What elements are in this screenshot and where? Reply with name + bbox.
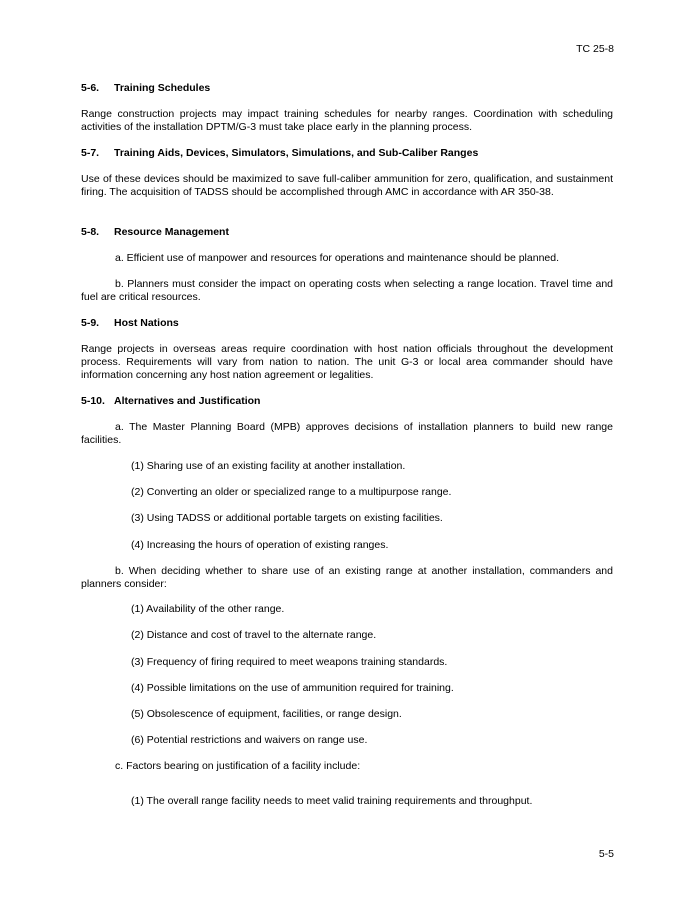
section-5-6-heading bbox=[81, 82, 613, 95]
section-number: 5-8. bbox=[81, 226, 100, 238]
page-number: 5-5 bbox=[598, 848, 614, 860]
list-item: (5) Obsolescence of equipment, facilities, or range design. bbox=[131, 708, 402, 720]
section-5-7-paragraph: Use of these devices should be maximized to save full-caliber ammunition for zero, qualification, and sustainment firing. The acquisition of TADSS should be accomplished through AMC in accordance with AR 350-38. bbox=[81, 173, 613, 198]
section-number: 5-7. bbox=[81, 147, 100, 159]
section-5-10-heading bbox=[81, 395, 613, 408]
section-5-8-para-b: b. Planners must consider the impact on operating costs when selecting a range location. Travel time and fuel are critical resources. bbox=[81, 278, 613, 303]
section-5-8-heading bbox=[81, 226, 613, 239]
section-number: 5-6. bbox=[81, 82, 100, 94]
section-title: Training Aids, Devices, Simulators, Simulations, and Sub-Caliber Ranges bbox=[114, 147, 479, 159]
section-number: 5-9. bbox=[81, 317, 100, 329]
list-item: (6) Potential restrictions and waivers on range use. bbox=[131, 734, 368, 746]
list-item: (3) Using TADSS or additional portable targets on existing facilities. bbox=[131, 512, 443, 524]
list-item: (1) Sharing use of an existing facility at another installation. bbox=[131, 460, 406, 472]
section-number: 5-10. bbox=[81, 395, 105, 407]
section-title: Alternatives and Justification bbox=[114, 395, 261, 407]
list-item: (2) Distance and cost of travel to the alternate range. bbox=[131, 629, 377, 641]
section-5-6-paragraph: Range construction projects may impact training schedules for nearby ranges. Coordination with scheduling activities of the installation DPTM/G-3 must take place early in the planning process. bbox=[81, 108, 613, 133]
section-5-10-para-b: b. When deciding whether to share use of an existing range at another installation, commanders and planners consider: bbox=[81, 565, 613, 590]
list-item: (2) Converting an older or specialized range to a multipurpose range. bbox=[131, 486, 452, 498]
list-item: (4) Possible limitations on the use of ammunition required for training. bbox=[131, 682, 454, 694]
section-title: Resource Management bbox=[114, 226, 229, 238]
section-title: Training Schedules bbox=[114, 82, 211, 94]
list-item: (1) The overall range facility needs to meet valid training requirements and throughput. bbox=[131, 795, 533, 807]
section-5-10-para-a: a. The Master Planning Board (MPB) approves decisions of installation planners to build new range facilities. bbox=[81, 421, 613, 446]
section-5-10-para-c: c. Factors bearing on justification of a facility include: bbox=[115, 760, 361, 772]
document-id: TC 25-8 bbox=[576, 43, 614, 55]
section-title: Host Nations bbox=[114, 317, 179, 329]
section-5-9-paragraph: Range projects in overseas areas require coordination with host nation officials throughout the development process. Requirements will vary from nation to nation. The unit G-3 or local area commander should have information concerning any host nation agreement or legalities. bbox=[81, 343, 613, 381]
section-5-8-para-a: a. Efficient use of manpower and resources for operations and maintenance should be planned. bbox=[115, 252, 560, 264]
list-item: (3) Frequency of firing required to meet weapons training standards. bbox=[131, 656, 448, 668]
section-5-7-heading bbox=[81, 147, 613, 160]
list-item: (4) Increasing the hours of operation of existing ranges. bbox=[131, 539, 389, 551]
section-5-9-heading bbox=[81, 317, 613, 330]
list-item: (1) Availability of the other range. bbox=[131, 603, 285, 615]
